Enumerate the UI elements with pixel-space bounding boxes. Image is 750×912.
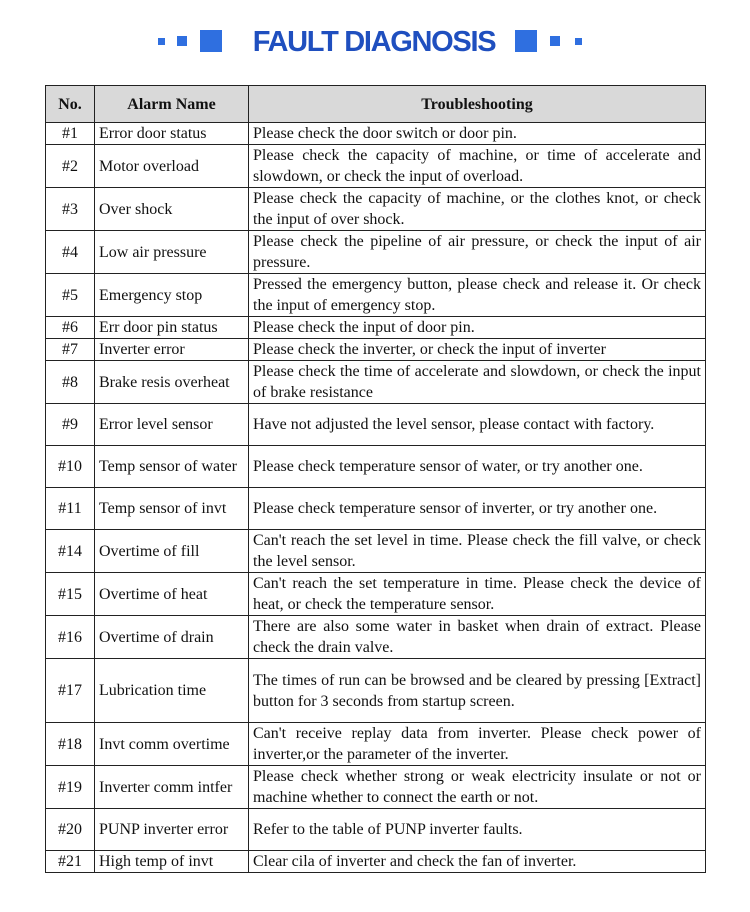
alarm-number: #15 — [46, 573, 95, 616]
alarm-number: #8 — [46, 361, 95, 404]
troubleshooting-text: Please check temperature sensor of inverter, or try another one. — [249, 488, 706, 530]
troubleshooting-text: Please check the input of door pin. — [249, 317, 706, 339]
alarm-number: #1 — [46, 123, 95, 145]
alarm-number: #10 — [46, 446, 95, 488]
alarm-number: #16 — [46, 616, 95, 659]
alarm-name: Motor overload — [95, 145, 249, 188]
table-row — [46, 446, 706, 488]
troubleshooting-text: Please check the inverter, or check the input of inverter — [249, 339, 706, 361]
alarm-name: Err door pin status — [95, 317, 249, 339]
table-row — [46, 339, 706, 361]
alarm-number: #3 — [46, 188, 95, 231]
alarm-name: Temp sensor of invt — [95, 488, 249, 530]
alarm-name: Error level sensor — [95, 404, 249, 446]
table-row — [46, 361, 706, 404]
right-decor-square-small — [575, 38, 582, 45]
table-row — [46, 616, 706, 659]
table-row — [46, 145, 706, 188]
alarm-name: Overtime of heat — [95, 573, 249, 616]
alarm-name: Overtime of fill — [95, 530, 249, 573]
alarm-number: #19 — [46, 766, 95, 809]
right-decor-square-large — [515, 30, 537, 52]
alarm-number: #20 — [46, 809, 95, 851]
alarm-name: Over shock — [95, 188, 249, 231]
table-row — [46, 659, 706, 723]
left-decor-square-large — [200, 30, 222, 52]
fault-diagnosis-table — [45, 85, 706, 873]
alarm-number: #2 — [46, 145, 95, 188]
troubleshooting-text: Have not adjusted the level sensor, please contact with factory. — [249, 404, 706, 446]
alarm-name: Inverter comm intfer — [95, 766, 249, 809]
alarm-number: #7 — [46, 339, 95, 361]
alarm-name: Error door status — [95, 123, 249, 145]
column-header-alarm-name: Alarm Name — [95, 86, 249, 123]
troubleshooting-text: Refer to the table of PUNP inverter faults. — [249, 809, 706, 851]
troubleshooting-text: Please check the capacity of machine, or the clothes knot, or check the input of over shock. — [249, 188, 706, 231]
alarm-name: Low air pressure — [95, 231, 249, 274]
troubleshooting-text: There are also some water in basket when drain of extract. Please check the drain valve. — [249, 616, 706, 659]
alarm-name: High temp of invt — [95, 851, 249, 873]
table-row — [46, 404, 706, 446]
alarm-name: Overtime of drain — [95, 616, 249, 659]
table-row — [46, 530, 706, 573]
column-header-troubleshooting: Troubleshooting — [249, 86, 706, 123]
troubleshooting-text: Can't reach the set level in time. Please check the fill valve, or check the level sensor. — [249, 530, 706, 573]
alarm-name: Inverter error — [95, 339, 249, 361]
left-decor-square-small — [158, 38, 165, 45]
table-row — [46, 274, 706, 317]
column-header-no: No. — [46, 86, 95, 123]
table-header-row — [46, 86, 706, 123]
table-row — [46, 809, 706, 851]
alarm-name: Brake resis overheat — [95, 361, 249, 404]
troubleshooting-text: Can't receive replay data from inverter. Please check power of inverter,or the parameter of the inverter. — [249, 723, 706, 766]
table-row — [46, 231, 706, 274]
alarm-number: #18 — [46, 723, 95, 766]
alarm-number: #6 — [46, 317, 95, 339]
troubleshooting-text: Please check temperature sensor of water, or try another one. — [249, 446, 706, 488]
alarm-number: #17 — [46, 659, 95, 723]
table-row — [46, 188, 706, 231]
table-row — [46, 766, 706, 809]
alarm-name: Lubrication time — [95, 659, 249, 723]
alarm-number: #14 — [46, 530, 95, 573]
troubleshooting-text: Please check the time of accelerate and slowdown, or check the input of brake resistance — [249, 361, 706, 404]
alarm-name: PUNP inverter error — [95, 809, 249, 851]
table-row — [46, 317, 706, 339]
alarm-name: Emergency stop — [95, 274, 249, 317]
troubleshooting-text: Please check the capacity of machine, or time of accelerate and slowdown, or check the input of overload. — [249, 145, 706, 188]
troubleshooting-text: Can't reach the set temperature in time. Please check the device of heat, or check the temperature sensor. — [249, 573, 706, 616]
page-title: FAULT DIAGNOSIS — [252, 26, 496, 58]
table-row — [46, 488, 706, 530]
table-row — [46, 723, 706, 766]
troubleshooting-text: Clear cila of inverter and check the fan of inverter. — [249, 851, 706, 873]
right-decor-square-medium — [550, 36, 560, 46]
troubleshooting-text: Please check whether strong or weak electricity insulate or not or machine whether to connect the earth or not. — [249, 766, 706, 809]
alarm-number: #21 — [46, 851, 95, 873]
alarm-number: #9 — [46, 404, 95, 446]
troubleshooting-text: Please check the door switch or door pin. — [249, 123, 706, 145]
table-row — [46, 573, 706, 616]
troubleshooting-text: Pressed the emergency button, please check and release it. Or check the input of emergency stop. — [249, 274, 706, 317]
left-decor-square-medium — [177, 36, 187, 46]
troubleshooting-text: Please check the pipeline of air pressure, or check the input of air pressure. — [249, 231, 706, 274]
alarm-number: #11 — [46, 488, 95, 530]
alarm-name: Temp sensor of water — [95, 446, 249, 488]
table-row — [46, 851, 706, 873]
alarm-number: #5 — [46, 274, 95, 317]
table-row — [46, 123, 706, 145]
troubleshooting-text: The times of run can be browsed and be cleared by pressing [Extract] button for 3 seconds from startup screen. — [249, 659, 706, 723]
alarm-number: #4 — [46, 231, 95, 274]
page-header — [0, 22, 750, 62]
alarm-name: Invt comm overtime — [95, 723, 249, 766]
